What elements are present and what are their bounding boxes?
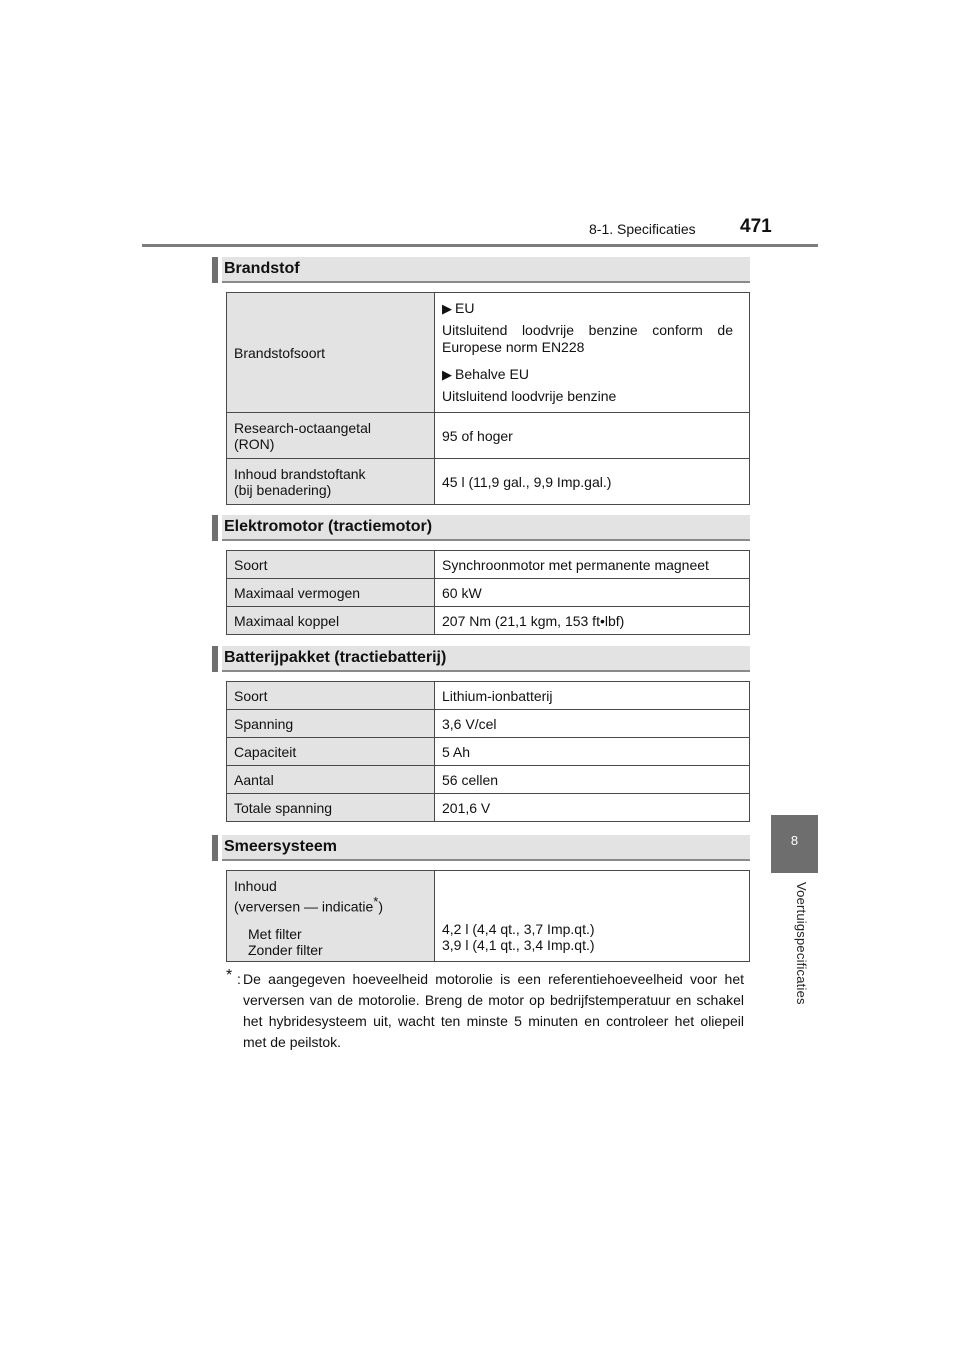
fuel-type-value: [435, 293, 750, 413]
section-title-elektromotor: Elektromotor (tractiemotor): [224, 518, 433, 535]
tank-label: Inhoud brandstoftank (bij benadering): [227, 459, 435, 505]
spec-label: Spanning: [227, 710, 435, 738]
table-row: [227, 579, 750, 607]
oil-capacity-label: Inhoud (verversen — indicatie*) Met filter Zonder filter: [227, 871, 435, 962]
fuel-type-label: Brandstofsoort: [227, 293, 435, 413]
header-divider: [142, 244, 818, 247]
non-eu-heading: Behalve EU: [455, 366, 529, 382]
table-row: [227, 766, 750, 794]
section-title-brandstof: Brandstof: [224, 260, 300, 277]
footnote-text: De aangegeven hoeveelheid motorolie is een referentiehoeveelheid voor het verversen van de motorolie. Breng de motor op bedrijfstemperatuur en schakel het hybridesysteem uit, wacht ten minste 5 minuten en controleer het oliepeil met de peilstok.: [243, 971, 744, 1050]
without-filter-value: 3,9 l (4,1 qt., 3,4 Imp.qt.): [442, 937, 595, 953]
with-filter-label: Met filter: [248, 925, 302, 942]
spec-value: 201,6 V: [435, 794, 750, 822]
spec-label: Soort: [227, 682, 435, 710]
non-eu-text: Uitsluitend loodvrije benzine: [442, 388, 617, 404]
table-row: [227, 738, 750, 766]
spec-value: Synchroonmotor met permanente magneet: [435, 551, 750, 579]
section-heading-elektromotor: [212, 515, 750, 541]
table-row: [227, 607, 750, 635]
section-title: 8-1. Specificaties: [589, 221, 696, 237]
section-heading-batterij: [212, 646, 750, 672]
chapter-label: Voertuigspecificaties: [794, 882, 809, 1005]
spec-value: 207 Nm (21,1 kgm, 153 ft•lbf): [435, 607, 750, 635]
page-number: 471: [740, 216, 772, 237]
spec-label: Totale spanning: [227, 794, 435, 822]
spec-value: 60 kW: [435, 579, 750, 607]
triangle-bullet-icon: ▶: [442, 301, 452, 316]
spec-value: 3,6 V/cel: [435, 710, 750, 738]
spec-value: 56 cellen: [435, 766, 750, 794]
spec-label: Soort: [227, 551, 435, 579]
triangle-bullet-icon: ▶: [442, 367, 452, 382]
fuel-spec-table: [226, 292, 750, 505]
chapter-number: 8: [790, 833, 799, 848]
with-filter-value: 4,2 l (4,4 qt., 3,7 Imp.qt.): [442, 921, 595, 937]
table-row: [227, 682, 750, 710]
chapter-tab: [771, 815, 818, 873]
spec-value: Lithium-ionbatterij: [435, 682, 750, 710]
oil-spec-table: [226, 870, 750, 962]
table-row: [227, 710, 750, 738]
table-row: [227, 871, 750, 962]
spec-value: 5 Ah: [435, 738, 750, 766]
section-heading-smeersysteem: [212, 835, 750, 861]
table-row: [227, 551, 750, 579]
motor-spec-table: [226, 550, 750, 635]
oil-capacity-value: [435, 871, 750, 962]
tank-value: 45 l (11,9 gal., 9,9 Imp.gal.): [435, 459, 750, 505]
table-row: [227, 794, 750, 822]
section-title-smeersysteem: Smeersysteem: [224, 838, 337, 855]
table-row: [227, 459, 750, 505]
ron-value: 95 of hoger: [435, 413, 750, 459]
eu-heading: EU: [455, 300, 475, 316]
footnote: * : De aangegeven hoeveelheid motorolie is een referentiehoeveelheid voor het verversen van de motorolie. Breng de motor op bedrijfstemperatuur en schakel het hybridesysteem uit, wacht ten minste 5 minuten en controleer het oliepeil met de peilstok.: [226, 969, 744, 1053]
footnote-star: *: [226, 967, 233, 984]
without-filter-label: Zonder filter: [248, 941, 323, 958]
section-title-batterij: Batterijpakket (tractiebatterij): [224, 649, 447, 666]
ron-label: Research-octaangetal (RON): [227, 413, 435, 459]
table-row: [227, 293, 750, 413]
section-heading-brandstof: [212, 257, 750, 283]
spec-label: Aantal: [227, 766, 435, 794]
spec-label: Maximaal vermogen: [227, 579, 435, 607]
battery-spec-table: [226, 681, 750, 822]
eu-text: Uitsluitend loodvrije benzine conform de Europese norm EN228: [442, 322, 733, 355]
spec-label: Maximaal koppel: [227, 607, 435, 635]
spec-label: Capaciteit: [227, 738, 435, 766]
table-row: [227, 413, 750, 459]
